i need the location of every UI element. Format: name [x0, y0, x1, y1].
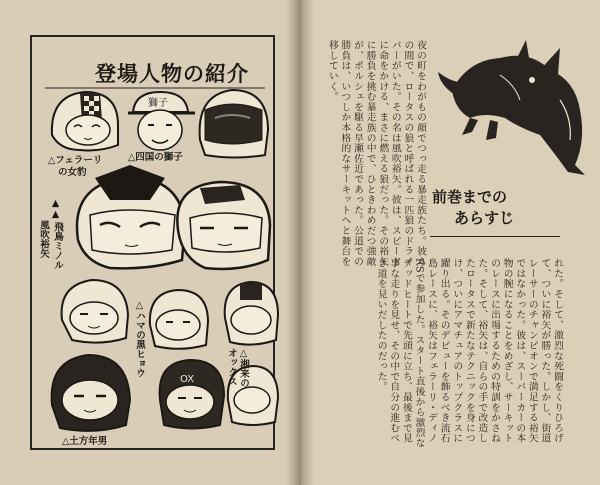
page-title: 登場人物の紹介 [95, 62, 249, 86]
body-text-lower-block: れた。そして、激烈な死闘をくりひろげて、ついに裕矢が勝った。しかし、街道レーサーのチャンピオンで満足する裕矢ではなかった。彼は、スーパーカーの本物の腕になることをめざし、サーキットのレースに出場するための特訓をかさねた。そして、裕矢は、自らの手で改造したロータスで新たなテクニックを身につけ、ついにアマチュアのトップクラスに躍り出る。そのデビューを飾るべき流石島レースに、裕矢はフェラーリ・ディノRSで参加した。スタート直後から激烈なデッドヒートで先頭に立ち、最後まで見事な走りを見せ、その中で自分の進むべき道を見いだしたのだった。 [375, 258, 563, 449]
recap-heading-line1: 前巻までの [432, 188, 508, 206]
recap-underline [430, 236, 560, 237]
label-ferrari-leopard-1: △フェラーリ [48, 155, 103, 166]
recap-heading-line2: あらすじ [454, 209, 515, 227]
label-kazafuki-yuya: 風吹裕矢 [38, 220, 49, 258]
label-hijikata-toshio: △土方年男 [62, 436, 108, 447]
label-shikoku-lion: △四国の獅子 [128, 152, 183, 163]
label-shonan-ox-2: オックス [226, 348, 237, 386]
label-asuka-minoru: 飛鳥ミノル [52, 222, 63, 270]
label-kazafuki-yuya-markers: ▲▲ [50, 198, 61, 220]
recap-heading [432, 187, 514, 229]
label-hama-black-panther: △ハマの黒ヒョウ [134, 300, 145, 378]
helmet-ox-text: OX [180, 374, 195, 385]
wolf-icon [438, 40, 585, 175]
label-shonan-ox-1: △湘来の [238, 348, 249, 388]
label-ferrari-leopard-2: の女豹 [58, 167, 87, 178]
cap-emblem-text: 獅子 [148, 98, 168, 109]
body-text-left-block: 夜の町をわがもの顔でつっ走る暴走族たち。彼らの間で、ロータスの狼と呼ばれる一匹狼のドライバーがいた。その名は風吹裕矢。彼は、スピードに命をかける、まさに燃える狼だった。その裕矢に勝負を挑む暴走族の中で、ひときわめだつ強敵が、ポルシェを駆る早瀬佐近であった。公道での勝負は、いつしか本格的なサーキットへと舞台を移していく。 [326, 40, 426, 267]
